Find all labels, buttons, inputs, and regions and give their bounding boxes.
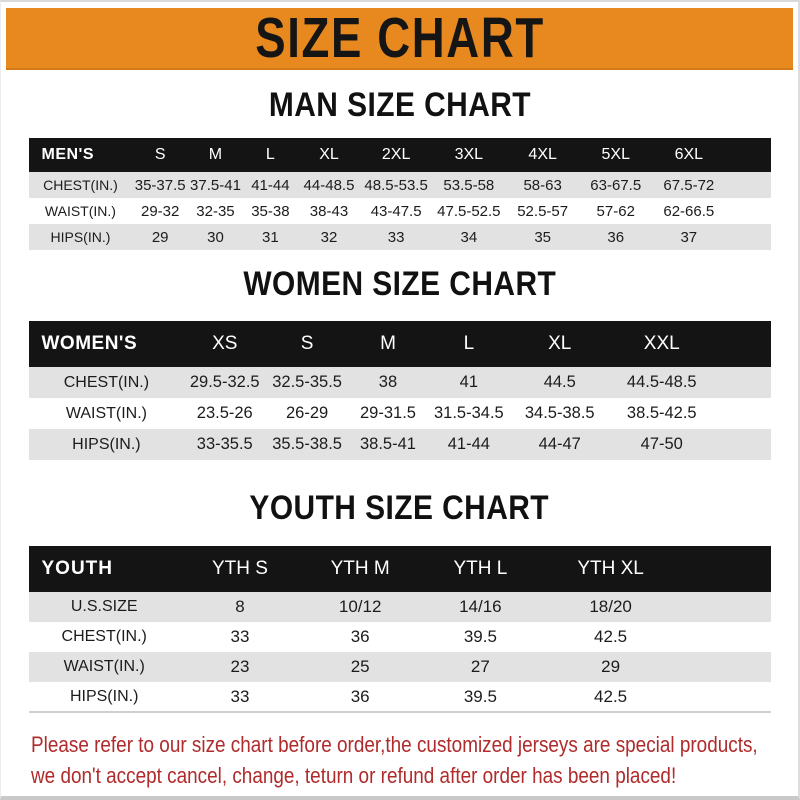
size-cell: 38 [349,367,427,398]
size-cell: 37.5-41 [188,172,243,198]
size-cell: 43-47.5 [360,198,432,224]
table-row [29,622,771,652]
row-label: CHEST(IN.) [29,172,133,198]
size-cell: 29 [132,224,188,250]
size-cell: 29-31.5 [349,398,427,429]
header-row-mens [29,138,771,172]
size-cell: 29 [540,652,680,682]
size-cell: 38.5-42.5 [609,398,715,429]
size-cell: 10/12 [300,592,420,622]
size-cell: 32-35 [188,198,243,224]
size-cell: 35-38 [243,198,298,224]
table-row [29,652,771,682]
section-heading-text: WOMEN SIZE CHART [243,265,556,303]
size-table-mens [29,138,771,250]
size-cell: 14/16 [420,592,540,622]
size-cell: 44-48.5 [298,172,360,198]
row-filler [681,592,771,622]
size-cell: 27 [420,652,540,682]
size-cell: 30 [188,224,243,250]
size-cell: 29-32 [132,198,188,224]
size-cell: 31.5-34.5 [427,398,511,429]
size-cell: 29.5-32.5 [184,367,265,398]
size-cell: 42.5 [540,622,680,652]
size-cell: 38-43 [298,198,360,224]
size-cell: 34.5-38.5 [511,398,609,429]
size-cell: 41-44 [243,172,298,198]
size-cell: 33-35.5 [184,429,265,460]
column-header: L [243,138,298,172]
size-cell: 32.5-35.5 [265,367,349,398]
column-header: 3XL [432,138,505,172]
size-cell: 39.5 [420,682,540,712]
row-filler [715,429,771,460]
section-heading-womens [1,266,798,302]
size-table-womens [29,321,771,460]
column-header: S [265,321,349,367]
column-header: 6XL [652,138,726,172]
size-table-youth [29,546,771,713]
row-label: CHEST(IN.) [29,367,185,398]
size-cell: 67.5-72 [652,172,726,198]
table-corner-label: YOUTH [29,546,180,592]
column-header: 5XL [580,138,652,172]
size-cell: 23.5-26 [184,398,265,429]
row-label: HIPS(IN.) [29,682,180,712]
size-cell: 48.5-53.5 [360,172,432,198]
section-heading-text: MAN SIZE CHART [268,86,531,124]
size-cell: 18/20 [540,592,680,622]
size-chart-sections [1,87,798,713]
column-header: 4XL [506,138,580,172]
table-row [29,429,771,460]
size-cell: 33 [180,622,300,652]
row-filler [715,398,771,429]
column-header: YTH M [300,546,420,592]
column-header: L [427,321,511,367]
footer-line-1: Please refer to our size chart before order,the customized jerseys are special products, [31,732,758,757]
size-cell: 47-50 [609,429,715,460]
column-header: YTH L [420,546,540,592]
size-cell: 8 [180,592,300,622]
size-cell: 36 [580,224,652,250]
table-row [29,592,771,622]
size-cell: 47.5-52.5 [432,198,505,224]
size-cell: 33 [360,224,432,250]
footer-note [31,729,798,791]
footer-line-2: we don't accept cancel, change, teturn or refund after order has been placed! [31,763,677,788]
size-cell: 58-63 [506,172,580,198]
column-header: M [188,138,243,172]
size-cell: 23 [180,652,300,682]
size-cell: 25 [300,652,420,682]
row-label: WAIST(IN.) [29,398,185,429]
header-filler [715,321,771,367]
table-corner-label: WOMEN'S [29,321,185,367]
size-cell: 52.5-57 [506,198,580,224]
row-label: U.S.SIZE [29,592,180,622]
header-row-womens [29,321,771,367]
banner-title: SIZE CHART [254,5,545,70]
size-cell: 44-47 [511,429,609,460]
size-cell: 63-67.5 [580,172,652,198]
size-cell: 44.5-48.5 [609,367,715,398]
row-filler [681,622,771,652]
row-filler [715,367,771,398]
table-row [29,398,771,429]
size-cell: 35.5-38.5 [265,429,349,460]
size-cell: 42.5 [540,682,680,712]
section-heading-mens [1,87,798,123]
row-filler [726,172,771,198]
table-row [29,172,771,198]
size-cell: 53.5-58 [432,172,505,198]
row-label: HIPS(IN.) [29,429,185,460]
size-cell: 36 [300,622,420,652]
row-filler [681,652,771,682]
row-label: WAIST(IN.) [29,652,180,682]
row-filler [681,682,771,712]
column-header: XL [511,321,609,367]
size-cell: 33 [180,682,300,712]
size-cell: 44.5 [511,367,609,398]
table-corner-label: MEN'S [29,138,133,172]
size-cell: 41-44 [427,429,511,460]
size-cell: 31 [243,224,298,250]
size-cell: 34 [432,224,505,250]
row-label: HIPS(IN.) [29,224,133,250]
row-label: CHEST(IN.) [29,622,180,652]
column-header: XL [298,138,360,172]
size-cell: 36 [300,682,420,712]
size-cell: 35-37.5 [132,172,188,198]
column-header: M [349,321,427,367]
header-row-youth [29,546,771,592]
column-header: YTH XL [540,546,680,592]
column-header: XS [184,321,265,367]
table-row [29,198,771,224]
size-cell: 57-62 [580,198,652,224]
section-heading-text: YOUTH SIZE CHART [249,489,550,527]
row-label: WAIST(IN.) [29,198,133,224]
column-header: XXL [609,321,715,367]
size-cell: 37 [652,224,726,250]
size-cell: 35 [506,224,580,250]
table-row [29,224,771,250]
size-cell: 62-66.5 [652,198,726,224]
size-cell: 39.5 [420,622,540,652]
size-cell: 26-29 [265,398,349,429]
size-cell: 38.5-41 [349,429,427,460]
row-filler [726,198,771,224]
column-header: 2XL [360,138,432,172]
header-filler [726,138,771,172]
size-cell: 32 [298,224,360,250]
header-filler [681,546,771,592]
banner [6,5,793,70]
column-header: S [132,138,188,172]
size-cell: 41 [427,367,511,398]
row-filler [726,224,771,250]
column-header: YTH S [180,546,300,592]
table-row [29,682,771,712]
table-row [29,367,771,398]
section-heading-youth [1,490,798,526]
